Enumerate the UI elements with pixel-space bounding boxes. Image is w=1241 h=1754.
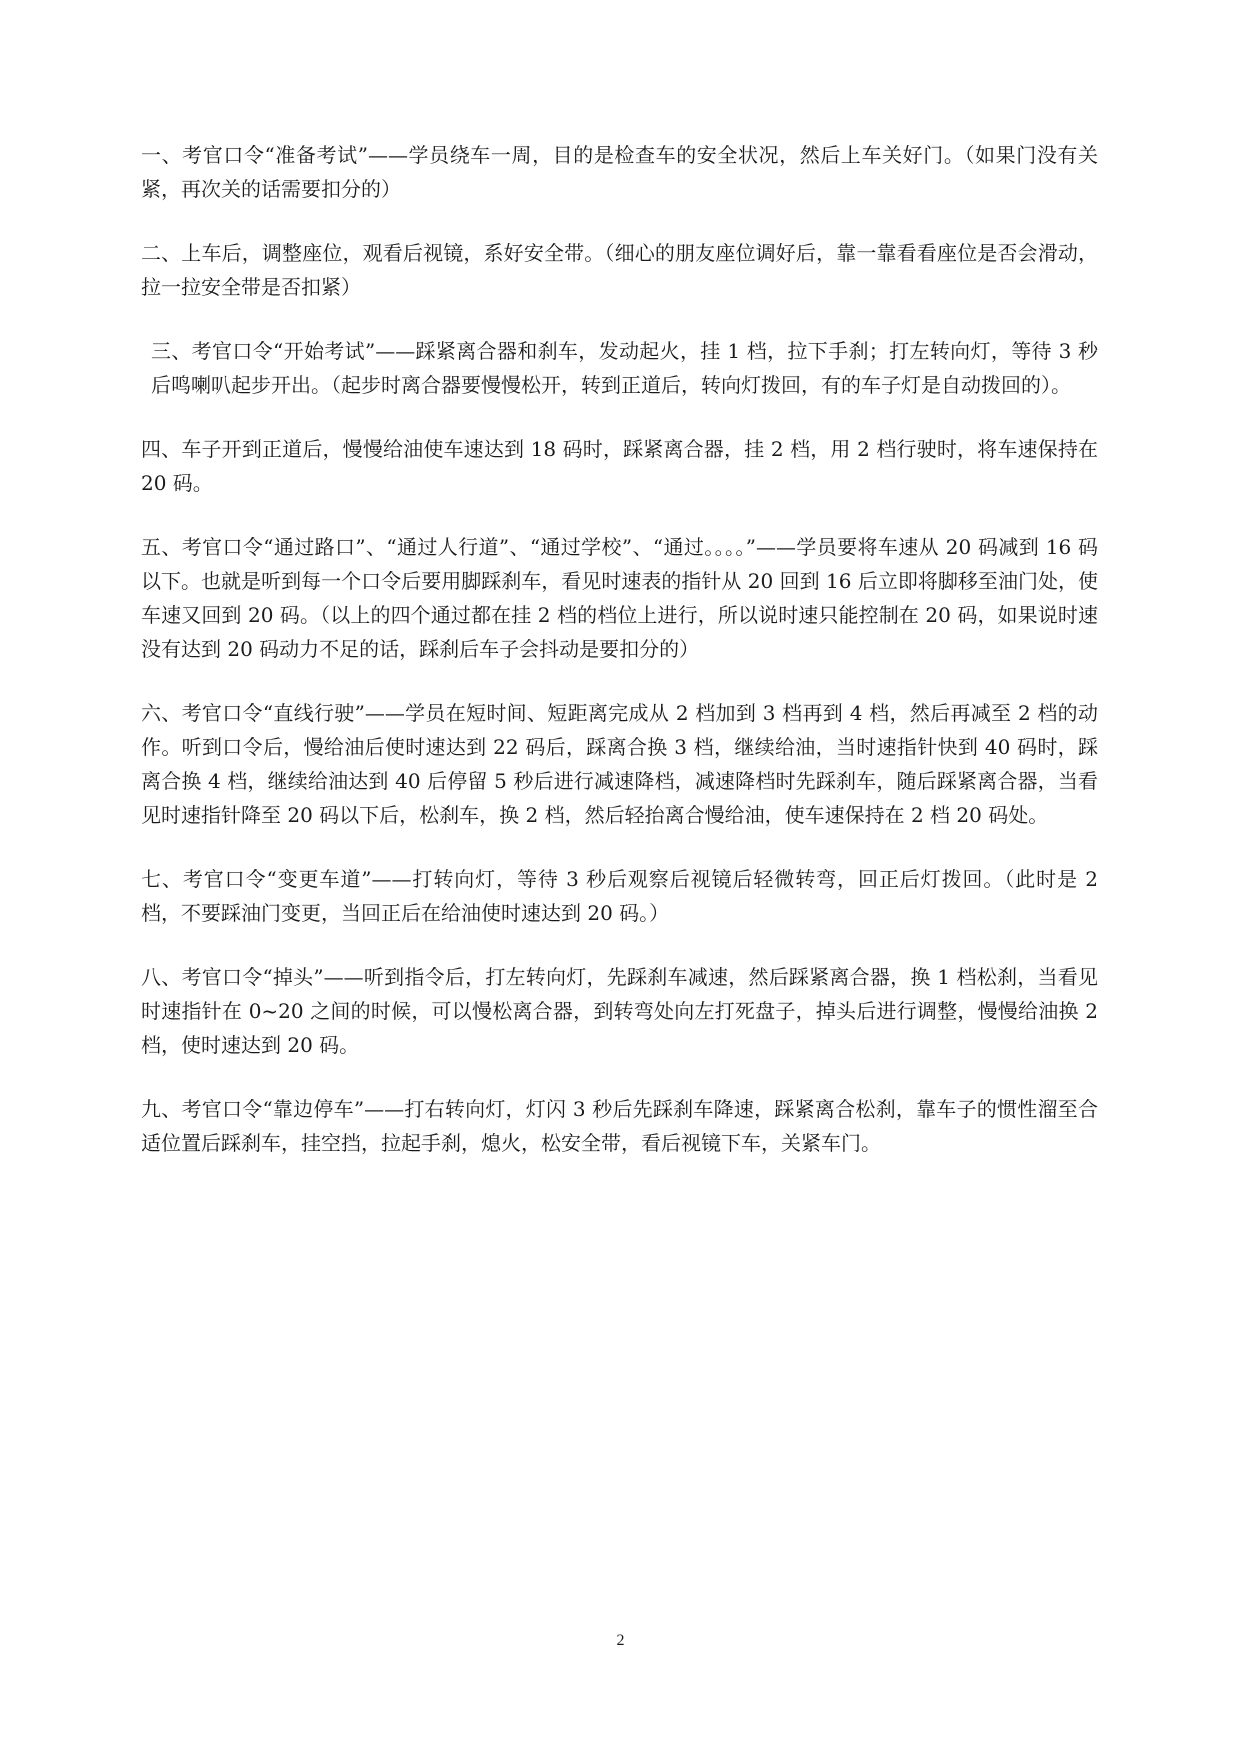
paragraph-7-lane-change: 七、考官口令“变更车道”——打转向灯，等待 3 秒后观察后视镜后轻微转弯，回正后灯拨回。（此时是 2 档，不要踩油门变更，当回正后在给油使时速达到 20 码。） <box>141 867 1098 925</box>
document-body <box>141 138 1098 1190</box>
paragraph-4-main-road: 四、车子开到正道后，慢慢给油使车速达到 18 码时，踩紧离合器，挂 2 档，用 2 档行驶时，将车速保持在 20 码。 <box>141 437 1098 495</box>
paragraph-1-prepare-exam: 一、考官口令“准备考试”——学员绕车一周，目的是检查车的安全状况，然后上车关好门。（如果门没有关紧，再次关的话需要扣分的） <box>141 143 1098 201</box>
paragraph-8-u-turn: 八、考官口令“掉头”——听到指令后，打左转向灯，先踩刹车减速，然后踩紧离合器，换 1 档松刹，当看见时速指针在 0~20 之间的时候，可以慢松离合器，到转弯处向左打死盘子，掉头后进行调整，慢慢给油换 2 档，使时速达到 20 码。 <box>141 965 1098 1057</box>
page-number: 2 <box>616 1632 625 1649</box>
paragraph-6-straight-driving: 六、考官口令“直线行驶”——学员在短时间、短距离完成从 2 档加到 3 档再到 4 档，然后再减至 2 档的动作。听到口令后，慢给油后使时速达到 22 码后，踩离合换 3 档，继续给油，当时速指针快到 40 码时，踩离合换 4 档，继续给油达到 40 后停留 5 秒后进行减速降档，减速降档时先踩刹车，随后踩紧离合器，当看见时速指针降至 20 码以下后，松刹车，换 2 档，然后轻抬离合慢给油，使车速保持在 2 档 20 码处。 <box>141 701 1098 827</box>
paragraph-9-pull-over: 九、考官口令“靠边停车”——打右转向灯，灯闪 3 秒后先踩刹车降速，踩紧离合松刹，靠车子的惯性溜至合适位置后踩刹车，挂空挡，拉起手刹，熄火，松安全带，看后视镜下车，关紧车门。 <box>141 1097 1098 1155</box>
paragraph-5-pass-intersection: 五、考官口令“通过路口”、“通过人行道”、“通过学校”、“通过。。。。”——学员要将车速从 20 码减到 16 码以下。也就是听到每一个口令后要用脚踩刹车，看见时速表的指针从 20 回到 16 后立即将脚移至油门处，使车速又回到 20 码。（以上的四个通过都在挂 2 档的档位上进行，所以说时速只能控制在 20 码，如果说时速没有达到 20 码动力不足的话，踩刹后车子会抖动是要扣分的） <box>141 535 1098 661</box>
paragraph-3-start-exam: 三、考官口令“开始考试”——踩紧离合器和刹车，发动起火，挂 1 档，拉下手刹；打左转向灯，等待 3 秒后鸣喇叭起步开出。（起步时离合器要慢慢松开，转到正道后，转向灯拨回，有的车子灯是自动拨回的）。 <box>151 339 1098 397</box>
paragraph-2-seat-adjustment: 二、上车后，调整座位，观看后视镜，系好安全带。（细心的朋友座位调好后，靠一靠看看座位是否会滑动，拉一拉安全带是否扣紧） <box>141 241 1098 299</box>
